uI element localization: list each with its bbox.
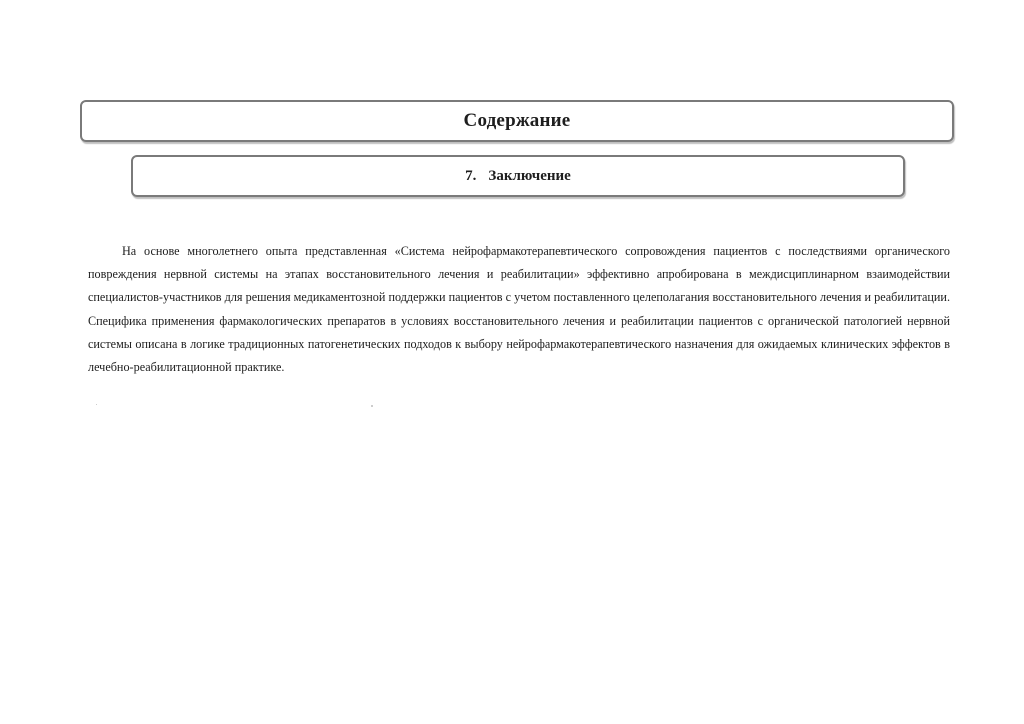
contents-title: Содержание: [463, 110, 571, 131]
scan-speck: [96, 404, 97, 405]
section-title: Заключение: [488, 167, 571, 184]
contents-header-box: [80, 100, 954, 142]
section-header-box: [131, 155, 905, 197]
section-heading: [465, 168, 571, 185]
conclusion-paragraph: На основе многолетнего опыта представленная «Система нейрофармакотерапевтического сопровождения пациентов с последствиями органического повреждения нервной системы на этапах восстановительного лечения и реабилитации» эффективно апробирована в междисциплинарном взаимодействии специалистов-участников для решения медикаментозной поддержки пациентов с учетом поставленного целеполагания восстановительного лечения и реабилитации. Специфика применения фармакологических препаратов в условиях восстановительного лечения и реабилитации пациентов с органической патологией нервной системы описана в логике традиционных патогенетических подходов к выбору нейрофармакотерапевтического назначения для ожидаемых клинических эффектов в лечебно-реабилитационной практике.: [88, 244, 950, 375]
section-number: 7.: [465, 167, 477, 184]
scan-speck: [371, 405, 373, 407]
